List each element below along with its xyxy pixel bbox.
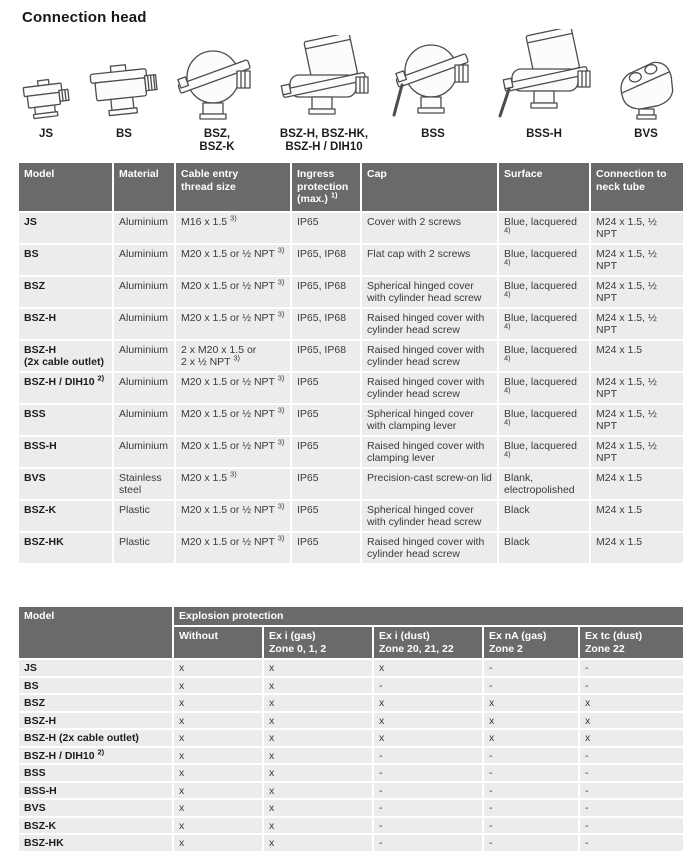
value-cell: x (263, 729, 373, 747)
value-cell: x (173, 677, 263, 695)
gallery-label: BSS-H (526, 128, 562, 140)
value-cell: x (263, 799, 373, 817)
table-row (18, 729, 684, 747)
table-row (18, 468, 684, 500)
value-cell: M24 x 1.5, ½ NPT (590, 244, 684, 276)
table-row (18, 817, 684, 835)
value-cell: - (579, 764, 684, 782)
value-cell: - (483, 747, 579, 765)
value-cell: Aluminium (113, 212, 175, 244)
column-header-ingress-protection: Ingress protection (max.) $^{1)}$ (291, 162, 361, 212)
model-cell: BSS (18, 404, 113, 436)
model-cell: BSZ-HK (18, 834, 173, 852)
table-row (18, 436, 684, 468)
table-row (18, 276, 684, 308)
value-cell: Plastic (113, 532, 175, 564)
value-cell: - (579, 782, 684, 800)
column-header-ex-tc-dust: Ex tc (dust) Zone 22 (579, 626, 684, 659)
value-cell: M20 x 1.5 or ½ NPT $^{3)}$ (175, 436, 291, 468)
bsz-head-image (173, 47, 261, 121)
value-cell: Raised hinged cover with cylinder head screw (361, 532, 498, 564)
table-row (18, 404, 684, 436)
gallery-item-bs (86, 61, 162, 155)
value-cell: Spherical hinged cover with cylinder head screw (361, 276, 498, 308)
value-cell: x (263, 659, 373, 677)
value-cell: Aluminium (113, 340, 175, 372)
value-cell: x (263, 712, 373, 730)
gallery-label: BS (116, 128, 132, 140)
value-cell: - (373, 834, 483, 852)
value-cell: x (373, 694, 483, 712)
gallery-item-bssh (490, 29, 598, 155)
table-row (18, 677, 684, 695)
value-cell: - (579, 677, 684, 695)
table-row (18, 764, 684, 782)
bs-head-image (86, 61, 162, 121)
value-cell: - (483, 799, 579, 817)
spec-table (17, 161, 685, 565)
value-cell: Aluminium (113, 276, 175, 308)
value-cell: x (173, 799, 263, 817)
value-cell: M24 x 1.5, ½ NPT (590, 212, 684, 244)
value-cell: M20 x 1.5 or ½ NPT $^{3)}$ (175, 404, 291, 436)
value-cell: Raised hinged cover with cylinder head screw (361, 308, 498, 340)
gallery-item-bss (387, 41, 479, 155)
value-cell: x (173, 712, 263, 730)
value-cell: - (579, 817, 684, 835)
model-cell: BSZ (18, 694, 173, 712)
value-cell: Aluminium (113, 372, 175, 404)
column-header-model: Model (18, 606, 173, 660)
model-cell: BSZ-H / DIH10 $^{2)}$ (18, 747, 173, 765)
model-cell: BSZ-K (18, 500, 113, 532)
value-cell: x (263, 782, 373, 800)
value-cell: 2 x M20 x 1.5 or 2 x ½ NPT $^{3)}$ (175, 340, 291, 372)
value-cell: Blue, lacquered $^{4)}$ (498, 308, 590, 340)
value-cell: M24 x 1.5 (590, 532, 684, 564)
value-cell: - (483, 817, 579, 835)
value-cell: x (173, 659, 263, 677)
column-header-connection-neck-tube: Connection to neck tube (590, 162, 684, 212)
value-cell: Blue, lacquered $^{4)}$ (498, 276, 590, 308)
value-cell: Precision-cast screw-on lid (361, 468, 498, 500)
value-cell: M24 x 1.5, ½ NPT (590, 372, 684, 404)
value-cell: Cover with 2 screws (361, 212, 498, 244)
model-cell: BSZ-H / DIH10 $^{2)}$ (18, 372, 113, 404)
value-cell: Raised hinged cover with clamping lever (361, 436, 498, 468)
column-header-ex-na-gas: Ex nA (gas) Zone 2 (483, 626, 579, 659)
value-cell: - (373, 747, 483, 765)
value-cell: M24 x 1.5, ½ NPT (590, 308, 684, 340)
value-cell: M20 x 1.5 or ½ NPT $^{3)}$ (175, 308, 291, 340)
value-cell: M20 x 1.5 or ½ NPT $^{3)}$ (175, 372, 291, 404)
value-cell: Black (498, 532, 590, 564)
value-cell: - (579, 747, 684, 765)
value-cell: IP65 (291, 372, 361, 404)
table-row (18, 212, 684, 244)
value-cell: Raised hinged cover with cylinder head screw (361, 372, 498, 404)
value-cell: IP65, IP68 (291, 276, 361, 308)
js-head-image (17, 75, 75, 121)
spec-table-body (18, 212, 684, 564)
model-cell: BSZ-H (18, 308, 113, 340)
value-cell: x (263, 747, 373, 765)
value-cell: Raised hinged cover with cylinder head screw (361, 340, 498, 372)
value-cell: Blue, lacquered $^{4)}$ (498, 436, 590, 468)
value-cell: M20 x 1.5 or ½ NPT $^{3)}$ (175, 500, 291, 532)
model-cell: BSS (18, 764, 173, 782)
gallery-label: BSS (421, 128, 445, 140)
value-cell: - (483, 659, 579, 677)
value-cell: x (173, 834, 263, 852)
table-row (18, 799, 684, 817)
model-cell: BSZ-H (2x cable outlet) (18, 729, 173, 747)
gallery-label: BSZ, BSZ-K (199, 128, 235, 153)
value-cell: IP65, IP68 (291, 340, 361, 372)
table-row (18, 244, 684, 276)
model-cell: BS (18, 244, 113, 276)
value-cell: Spherical hinged cover with clamping lever (361, 404, 498, 436)
model-cell: BS (18, 677, 173, 695)
value-cell: - (483, 782, 579, 800)
spec-table-header-row (18, 162, 684, 212)
column-header-cap: Cap (361, 162, 498, 212)
value-cell: x (483, 712, 579, 730)
value-cell: x (373, 659, 483, 677)
value-cell: x (173, 694, 263, 712)
bvs-head-image (609, 59, 683, 121)
value-cell: x (263, 677, 373, 695)
value-cell: IP65 (291, 404, 361, 436)
value-cell: Plastic (113, 500, 175, 532)
value-cell: IP65, IP68 (291, 308, 361, 340)
value-cell: x (579, 712, 684, 730)
value-cell: IP65 (291, 532, 361, 564)
table-row (18, 500, 684, 532)
value-cell: M24 x 1.5 (590, 340, 684, 372)
value-cell: x (263, 834, 373, 852)
gallery-label: JS (38, 128, 54, 140)
value-cell: x (173, 782, 263, 800)
value-cell: x (263, 817, 373, 835)
connection-head-gallery (17, 29, 683, 155)
gallery-item-bvs (609, 59, 683, 155)
value-cell: x (263, 764, 373, 782)
column-header-material: Material (113, 162, 175, 212)
value-cell: - (483, 834, 579, 852)
model-cell: BSZ-HK (18, 532, 113, 564)
value-cell: M20 x 1.5 or ½ NPT $^{3)}$ (175, 532, 291, 564)
model-cell: BSZ (18, 276, 113, 308)
model-cell: BSS-H (18, 782, 173, 800)
value-cell: M20 x 1.5 or ½ NPT $^{3)}$ (175, 244, 291, 276)
gallery-item-js (17, 75, 75, 155)
value-cell: M24 x 1.5 (590, 468, 684, 500)
value-cell: IP65, IP68 (291, 244, 361, 276)
value-cell: Spherical hinged cover with cylinder head screw (361, 500, 498, 532)
value-cell: x (483, 694, 579, 712)
table-row (18, 782, 684, 800)
page-title: Connection head (22, 9, 147, 26)
value-cell: - (483, 677, 579, 695)
value-cell: M24 x 1.5, ½ NPT (590, 276, 684, 308)
value-cell: Blank, electropolished (498, 468, 590, 500)
value-cell: x (173, 764, 263, 782)
value-cell: Blue, lacquered $^{4)}$ (498, 372, 590, 404)
model-cell: BSZ-H (18, 712, 173, 730)
value-cell: Blue, lacquered $^{4)}$ (498, 212, 590, 244)
table-row (18, 308, 684, 340)
model-cell: BSZ-K (18, 817, 173, 835)
value-cell: x (173, 817, 263, 835)
value-cell: M20 x 1.5 $^{3)}$ (175, 468, 291, 500)
value-cell: Aluminium (113, 404, 175, 436)
value-cell: - (373, 782, 483, 800)
gallery-label: BSZ-H, BSZ-HK, BSZ-H / DIH10 (279, 128, 369, 153)
model-cell: BVS (18, 799, 173, 817)
table-row (18, 372, 684, 404)
value-cell: IP65 (291, 436, 361, 468)
value-cell: M20 x 1.5 or ½ NPT $^{3)}$ (175, 276, 291, 308)
value-cell: - (373, 799, 483, 817)
value-cell: IP65 (291, 468, 361, 500)
model-cell: BSZ-H (2x cable outlet) (18, 340, 113, 372)
table-row (18, 532, 684, 564)
gallery-item-bsz (173, 47, 261, 155)
value-cell: Blue, lacquered $^{4)}$ (498, 404, 590, 436)
value-cell: M24 x 1.5, ½ NPT (590, 436, 684, 468)
value-cell: Flat cap with 2 screws (361, 244, 498, 276)
value-cell: - (579, 799, 684, 817)
value-cell: x (483, 729, 579, 747)
value-cell: x (173, 747, 263, 765)
table-row (18, 659, 684, 677)
value-cell: - (373, 677, 483, 695)
table-row (18, 834, 684, 852)
value-cell: M16 x 1.5 $^{3)}$ (175, 212, 291, 244)
value-cell: x (579, 694, 684, 712)
value-cell: - (373, 817, 483, 835)
value-cell: x (263, 694, 373, 712)
column-header-ex-i-dust: Ex i (dust) Zone 20, 21, 22 (373, 626, 483, 659)
model-cell: BSS-H (18, 436, 113, 468)
table-row (18, 694, 684, 712)
value-cell: - (579, 659, 684, 677)
explosion-protection-group-header: Explosion protection (173, 606, 684, 627)
ex-table-header-row-1 (18, 606, 684, 627)
bssh-head-image (490, 29, 598, 121)
value-cell: x (579, 729, 684, 747)
value-cell: - (373, 764, 483, 782)
value-cell: - (579, 834, 684, 852)
model-cell: JS (18, 212, 113, 244)
value-cell: x (173, 729, 263, 747)
explosion-protection-table (17, 605, 685, 853)
model-cell: JS (18, 659, 173, 677)
value-cell: x (373, 712, 483, 730)
column-header-ex-i-gas: Ex i (gas) Zone 0, 1, 2 (263, 626, 373, 659)
value-cell: Blue, lacquered $^{4)}$ (498, 340, 590, 372)
table-row (18, 340, 684, 372)
bszh-head-image (272, 35, 376, 121)
column-header-surface: Surface (498, 162, 590, 212)
value-cell: x (373, 729, 483, 747)
value-cell: Black (498, 500, 590, 532)
column-header-without: Without (173, 626, 263, 659)
column-header-model: Model (18, 162, 113, 212)
ex-table-body (18, 659, 684, 852)
gallery-item-bszh (272, 35, 376, 155)
model-cell: BVS (18, 468, 113, 500)
value-cell: Aluminium (113, 244, 175, 276)
value-cell: Aluminium (113, 436, 175, 468)
value-cell: M24 x 1.5 (590, 500, 684, 532)
column-header-cable-entry: Cable entry thread size (175, 162, 291, 212)
gallery-label: BVS (634, 128, 658, 140)
value-cell: - (483, 764, 579, 782)
value-cell: IP65 (291, 212, 361, 244)
value-cell: M24 x 1.5, ½ NPT (590, 404, 684, 436)
bss-head-image (387, 41, 479, 121)
value-cell: IP65 (291, 500, 361, 532)
table-row (18, 712, 684, 730)
value-cell: Blue, lacquered $^{4)}$ (498, 244, 590, 276)
value-cell: Stainless steel (113, 468, 175, 500)
value-cell: Aluminium (113, 308, 175, 340)
table-row (18, 747, 684, 765)
